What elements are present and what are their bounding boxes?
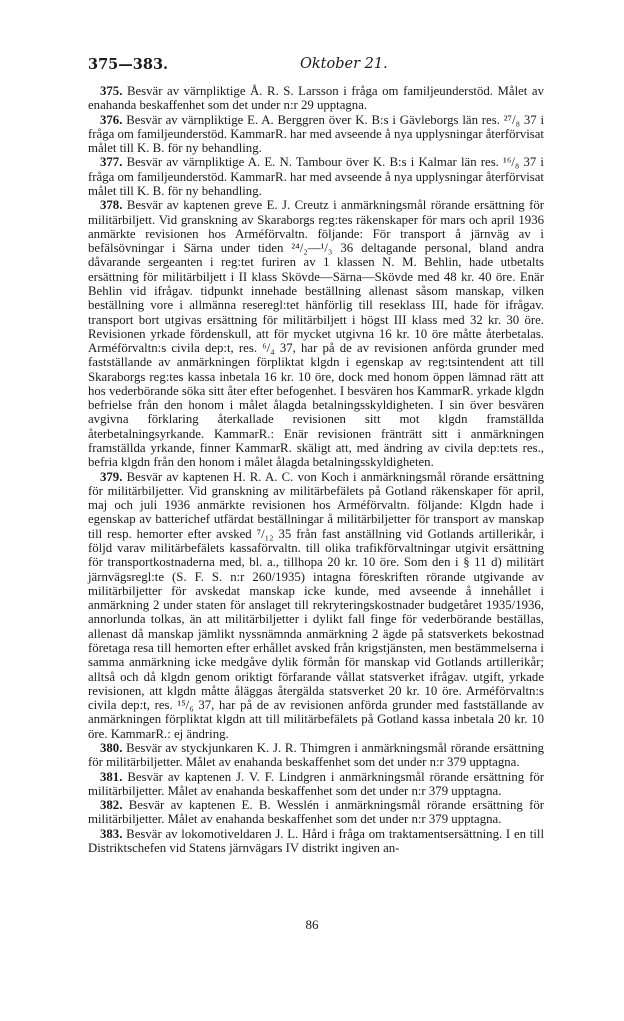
entry-text: Besvär av kaptenen H. R. A. C. von Koch i anmärkningsmål rörande ersättning för militärbiljetter. Vid granskning av militärbefälets på Gotland räkenskaper för april, maj och juli 1936 anmärkte revisionen hos Arméförvaltn. följande: Klgdn hade i egenskap av batterichef utfärdat beställningar å militärbiljetter för transport av manskap till resp. hemorter efter avsked ⁷/₁₂ 35 från fast anställning vid Gotlands artillerikår, i följd varav militärbefälets kassaförvaltn. till olika trafikförvaltningar utgivit ersättning för transportkostnaderna med, bl. a., tillhopa 20 kr. 10 öre. Som den i § 11 d) militärt järnvägsregl:te (S. F. S. n:r 260/1935) intagna föreskriften rörande utgivande av militärbiljetter för avskedat manskap icke kunde, med avseende å innehållet i anmärkning 2 under staten för anslaget till rekryteringskostnader budgetåret 1935/1936, annorlunda tolkas, än att militärbiljetter i dylikt fall finge för vederbörande beställas, allenast då manskap jämlikt nyssnämnda anmärkning 2 ägde på statsverkets bekostnad företaga resa till hemorten efter erhållet avsked från krigstjänsten, men bestämmelserna i samma anmärkning icke medgåve dylik förmån för manskap vid Gotlands artillerikår; alltså och då klgdn genom oriktigt förfarande vållat statsverket ifrågav. utgift, yrkade revisionen, att klgdn måtte åläggas återgälda statsverket 20 kr. 10 öre. Arméförvaltn:s civila dep:t, res. ¹⁵/₆ 37, har på de av revisionen anförda grunder med fastställande av anmärkningen förpliktat klgdn att till militärbefälets på Gotland kassa inbetala 20 kr. 10 öre. KammarR.: ej ändring.	[88, 469, 544, 741]
entry-text: Besvär av värnpliktige Å. R. S. Larsson i fråga om familjeunderstöd. Målet av enahanda beskaffenhet som det under n:r 29 upptagna.	[88, 84, 544, 113]
entry	[88, 827, 544, 856]
entry-text: Besvär av kaptenen J. V. F. Lindgren i anmärkningsmål rörande ersättning för militärbiljetter. Målet av enahanda beskaffenhet som det under n:r 379 upptagna.	[88, 769, 544, 798]
entry-number: 375.	[100, 84, 123, 98]
entry-number: 381.	[100, 769, 123, 784]
page-range: 375—383.	[88, 56, 169, 73]
header-date: Oktober 21.	[300, 56, 388, 72]
page-header	[88, 56, 544, 78]
entry	[88, 198, 544, 469]
entry-text: Besvär av styckjunkaren K. J. R. Thimgren i anmärkningsmål rörande ersättning för militärbiljetter. Målet av enahanda beskaffenhet som det under n:r 379 upptagna.	[88, 740, 544, 770]
entry-number: 379.	[100, 469, 123, 484]
entry	[88, 770, 544, 799]
entry	[88, 84, 544, 113]
entry	[88, 798, 544, 827]
entry-number: 383.	[100, 826, 123, 841]
entry-text: Besvär av lokomotiveldaren J. L. Hård i fråga om traktamentsersättning. I en till Distriktschefen vid Statens järnvägars IV distrikt ingiven an-	[88, 826, 545, 855]
entry-number: 382.	[100, 798, 123, 813]
entry	[88, 155, 544, 198]
entry-number: 378.	[100, 198, 123, 213]
entry	[88, 741, 544, 770]
entry-number: 380.	[100, 740, 123, 755]
entry	[88, 113, 544, 156]
entry-text: Besvär av värnpliktige A. E. N. Tambour över K. B:s i Kalmar län res. ¹⁶/₈ 37 i fråga om familjeunderstöd. KammarR. har med avseende å nya upplysningar återförvisat målet till K. B. för ny behandling.	[88, 155, 544, 198]
body-text	[88, 84, 544, 855]
page-number: 86	[305, 917, 319, 932]
entry-number: 376.	[100, 112, 123, 127]
entry-text: Besvär av kaptenen E. B. Wesslén i anmärkningsmål rörande ersättning för militärbiljetter. Målet av enahanda beskaffenhet som det under n:r 379 upptagna.	[88, 798, 545, 827]
entry-text: Besvär av kaptenen greve E. J. Creutz i anmärkningsmål rörande ersättning för militärbiljett. Vid granskning av Skaraborgs reg:tes räkenskaper för mars och april 1936 anmärkte revisionen hos Arméförvaltn. följande: För transport å järnväg av i befälsövningar i Särna under tiden ²⁴/₂—¹/₃ 36 deltagande personal, bland andra dåvarande sergeanten i reg:tet furiren av 1 klassen N. M. Behlin, hade utbetalts ersättning för militärbiljett i II klass Skövde—Särna—Skövde med 48 kr. 40 öre. Enär Behlin vid ifrågav. tidpunkt innehade beställning allenast såsom manskap, vilken beställning vore i allmänna reseregl:tet hänförlig till reseklass III, hade för ifrågav. transport bort utgivas ersättning för militärbiljett i högst III klass med 32 kr. 30 öre. Revisionen yrkade fördenskull, att för mycket utgivna 16 kr. 10 öre måtte återbetalas. Arméförvaltn:s civila dep:t, res. ⁶/₄ 37, har på de av revisionen anförda grunder med fastställande av anmärkningen förpliktat klgdn i egenskap av reg:tsintendent att till Skaraborgs reg:tes kassa inbetala 16 kr. 10 öre, dock med honom öppen lämnad rätt att hos vederbörande söka sitt åter efter befogenhet. I besvären hos KammarR. yrkade klgdn befrielse från den honom i målet ålagda betalningsskyldigheten. I sin över besvären avgivna förklaring återkallade revisionen sitt mot klgdn framställda återbetalningsyrkande. KammarR.: Enär revisionen fränträtt sitt i anmärkningen framställda yrkande, finner KammarR. skäligt att, med ändring av civila dep:tets res., befria klgdn från den honom i målet ålagda betalningsskyldigheten.	[88, 198, 545, 470]
entry	[88, 470, 544, 741]
entry-text: Besvär av värnpliktige E. A. Berggren över K. B:s i Gävleborgs län res. ²⁷/₈ 37 i fråga om familjeunderstöd. KammarR. har med avseende å nya upplysningar återförvisat målet till K. B. för ny behandling.	[88, 112, 545, 156]
entry-number: 377.	[100, 155, 123, 170]
